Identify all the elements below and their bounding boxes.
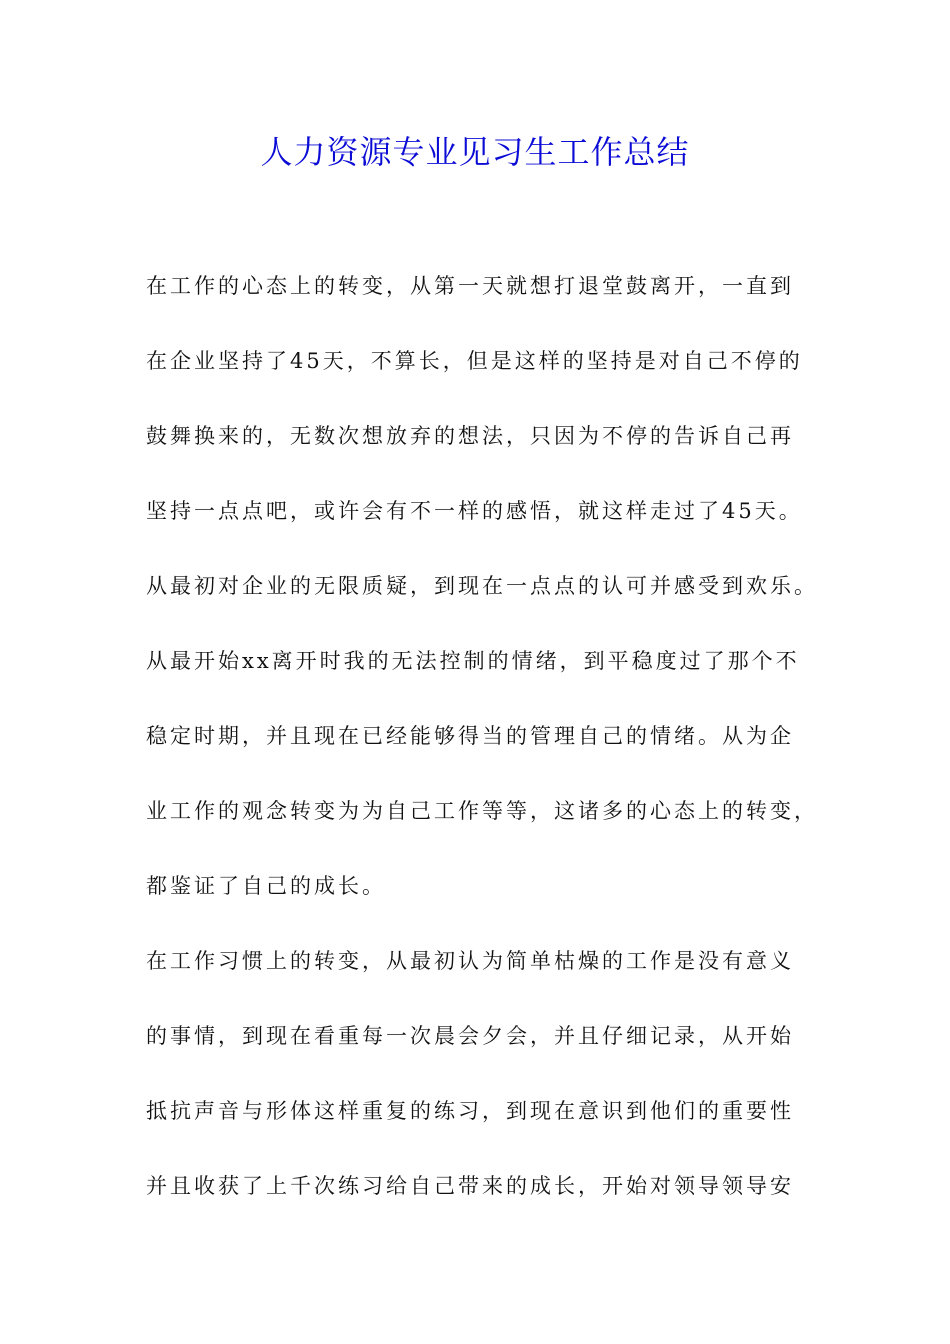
body-line: 稳定时期，并且现在已经能够得当的管理自己的情绪。从为企 <box>146 724 794 748</box>
body-line: 从最开始xx离开时我的无法控制的情绪，到平稳度过了那个不 <box>146 649 800 673</box>
document-body <box>146 266 836 1241</box>
document-title: 人力资源专业见习生工作总结 <box>260 133 690 171</box>
body-line: 鼓舞换来的，无数次想放弃的想法，只因为不停的告诉自己再 <box>146 424 794 448</box>
body-line: 都鉴证了自己的成长。 <box>146 874 386 898</box>
body-line: 并且收获了上千次练习给自己带来的成长，开始对领导领导安 <box>146 1174 794 1198</box>
body-line: 在工作习惯上的转变，从最初认为简单枯燥的工作是没有意义 <box>146 949 794 973</box>
body-line: 在工作的心态上的转变，从第一天就想打退堂鼓离开，一直到 <box>146 274 794 298</box>
body-line: 业工作的观念转变为为自己工作等等，这诸多的心态上的转变， <box>146 799 818 823</box>
body-line: 从最初对企业的无限质疑，到现在一点点的认可并感受到欢乐。 <box>146 574 818 598</box>
body-line: 坚持一点点吧，或许会有不一样的感悟，就这样走过了45天。 <box>146 499 803 523</box>
body-line: 在企业坚持了45天，不算长，但是这样的坚持是对自己不停的 <box>146 349 803 373</box>
body-line: 抵抗声音与形体这样重复的练习，到现在意识到他们的重要性 <box>146 1099 794 1123</box>
body-line: 的事情，到现在看重每一次晨会夕会，并且仔细记录，从开始 <box>146 1024 794 1048</box>
